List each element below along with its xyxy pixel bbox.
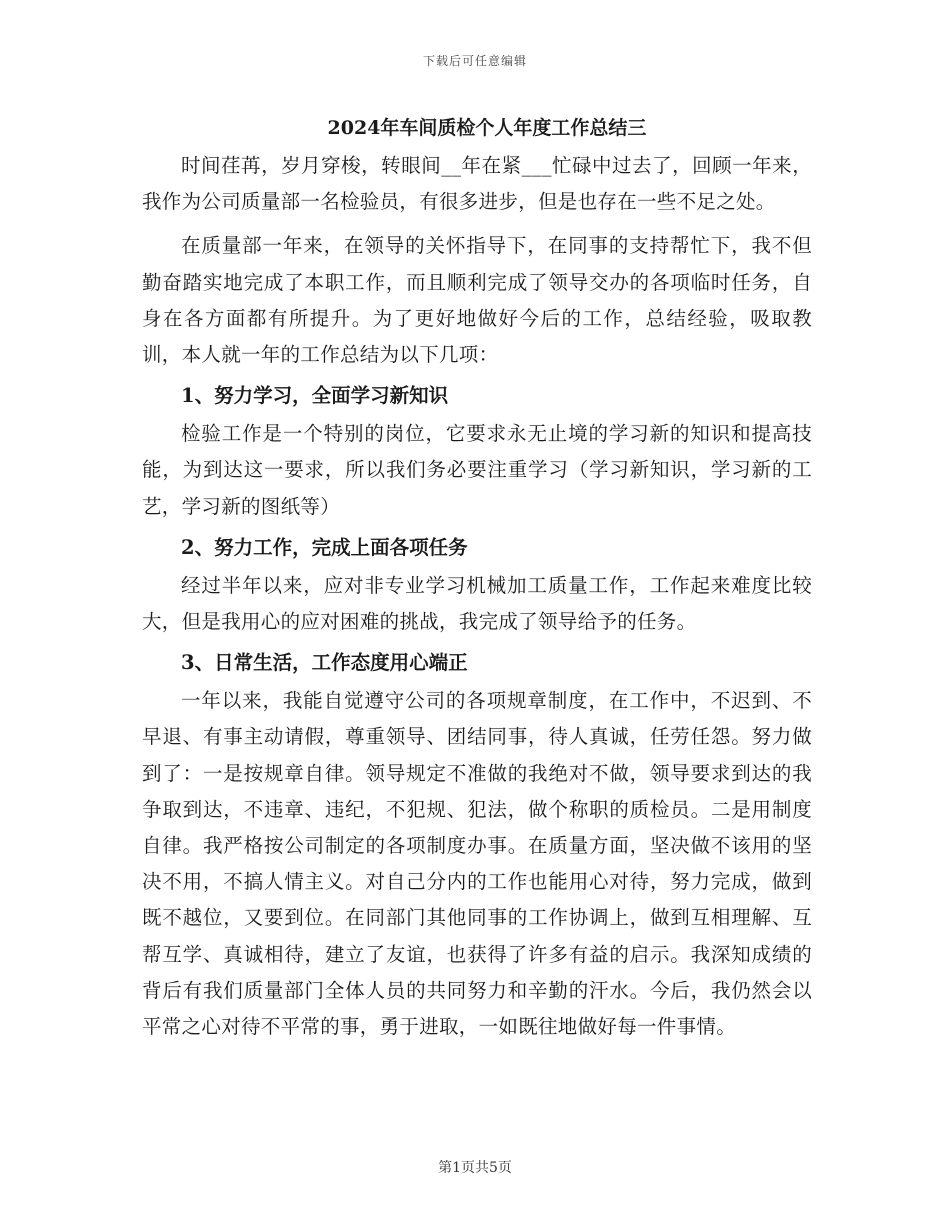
- page-number: 第1页共5页: [438, 1160, 512, 1176]
- intro-paragraph: 时间荏苒，岁月穿梭，转眼间__年在紧___忙碌中过去了，回顾一年来，我作为公司质量部一名检验员，有很多进步，但是也存在一些不足之处。: [142, 154, 812, 214]
- overview-paragraph: 在质量部一年来，在领导的关怀指导下，在同事的支持帮忙下，我不但勤奋踏实地完成了本职工作，而且顺利完成了领导交办的各项临时任务，自身在各方面都有所提升。为了更好地做好今后的工作，总结经验，吸取教训，本人就一年的工作总结为以下几项：: [142, 234, 812, 367]
- section-body-study: 检验工作是一个特别的岗位，它要求永无止境的学习新的知识和提高技能，为到达这一要求，所以我们务必要注重学习（学习新知识，学习新的工艺，学习新的图纸等）: [142, 422, 812, 518]
- section-heading-study: 1、努力学习，全面学习新知识: [181, 384, 449, 408]
- document-body: [142, 108, 812, 1045]
- section-heading-attitude: 3、日常生活，工作态度用心端正: [181, 651, 468, 675]
- document-title: 2024年车间质检个人年度工作总结三: [327, 117, 647, 139]
- section-heading-work: 2、努力工作，完成上面各项任务: [181, 535, 468, 559]
- section-body-attitude: 一年以来，我能自觉遵守公司的各项规章制度，在工作中，不迟到、不早退、有事主动请假，尊重领导、团结同事，待人真诚，任劳任怨。努力做到了：一是按规章自律。领导规定不准做的我绝对不做，领导要求到达的我争取到达，不违章、违纪，不犯规、犯法，做个称职的质检员。二是用制度自律。我严格按公司制定的各项制度办事。在质量方面，坚决做不该用的坚决不用，不搞人情主义。对自己分内的工作也能用心对待，努力完成，做到既不越位，又要到位。在同部门其他同事的工作协调上，做到互相理解、互帮互学、真诚相待，建立了友谊，也获得了许多有益的启示。我深知成绩的背后有我们质量部门全体人员的共同努力和辛勤的汗水。今后，我仍然会以平常之心对待不平常的事，勇于进取，一如既往地做好每一件事情。: [142, 689, 812, 1039]
- section-body-work: 经过半年以来，应对非专业学习机械加工质量工作，工作起来难度比较大，但是我用心的应对困难的挑战，我完成了领导给予的任务。: [142, 573, 812, 634]
- header-note: 下载后可任意编辑: [422, 54, 527, 68]
